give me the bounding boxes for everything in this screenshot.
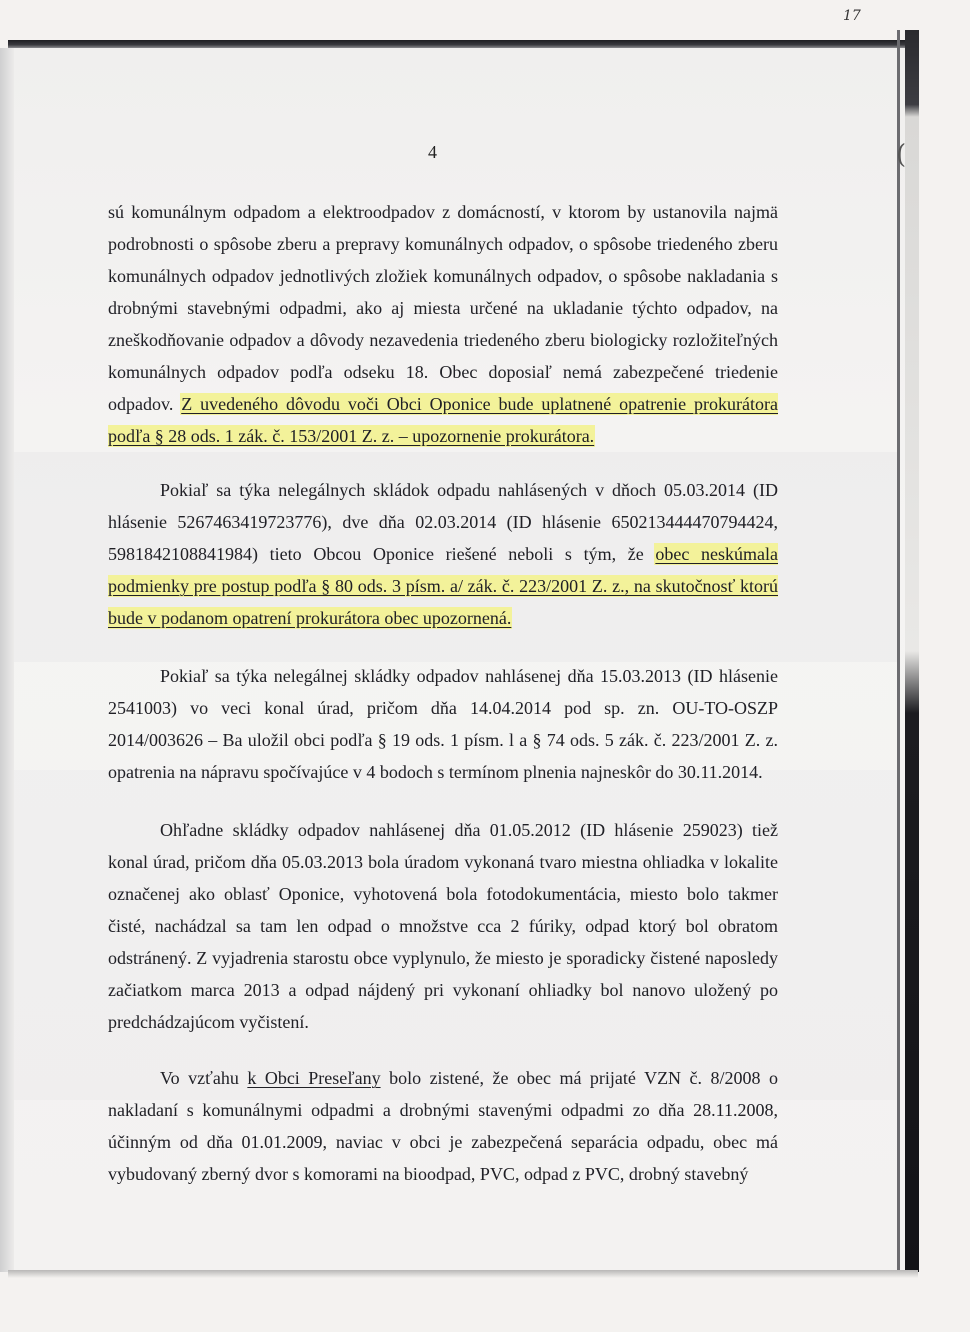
handwritten-page-mark: 17 — [843, 8, 861, 24]
paragraph-text: Vo vzťahu — [160, 1068, 248, 1088]
highlighted-text: Z uvedeného dôvodu voči Obci Oponice bude uplatnené opatrenie prokurátora podľa § 28 ods. 1 zák. č. 153/2001 Z. z. – upozornenie prokurátora. — [108, 394, 778, 446]
page-top-edge — [8, 40, 908, 48]
paragraph — [108, 814, 778, 1038]
paragraph — [108, 196, 778, 452]
page-bottom-edge — [8, 1270, 918, 1278]
paragraph-text: bolo zistené, že obec má prijaté VZN č. 8/2008 o nakladaní s komunálnymi odpadmi a drobnými stavenými odpadmi zo dňa 28.11.2008, účinným od dňa 01.01.2009, naviac v obci je zabezpečená separácia odpadu, obec má vybudovaný zberný dvor s komorami na biood​pad, PVC, odpad z PVC, drobný stavebný — [108, 1068, 779, 1184]
highlighted-text: obec neskúmala podmienky pre postup podľa § 80 ods. 3 písm. a/ zák. č. 223/2001 Z. z., na skutočnosť ktorú bude v podanom opatrení prokurátora obec upozornená. — [108, 544, 778, 628]
paragraph — [108, 474, 778, 634]
underlined-text: k Obci Preseľany — [247, 1068, 381, 1088]
paragraph — [108, 660, 778, 788]
paragraph — [108, 1062, 778, 1190]
paragraph-text: Pokiaľ sa týka nelegálnej skládky odpadov nahlásenej dňa 15.03.2013 (ID hlásenie 2541003) vo veci konal úrad, pričom dňa 14.04.2014 pod sp. zn. OU-TO-OSZP 2014/003626 – Ba uložil obci podľa § 19 ods. 1 písm. l a § 74 ods. 5 zák. č. 223/2001 Z. z. opatrenia na nápravu spočívajúce v 4 bodoch s termínom plnenia najneskôr do 30.11.2014. — [108, 666, 778, 782]
margin-bracket-mark: ( — [896, 140, 907, 170]
page-left-edge — [0, 48, 14, 1272]
page-number: 4 — [428, 142, 437, 162]
paragraph-text: Ohľadne skládky odpadov nahlásenej dňa 01.05.2012 (ID hlásenie 259023) tiež konal úrad, pričom dňa 05.03.2013 bola úradom vykonaná tvaro miestna ohliadka v lokalite označenej ako oblasť Oponice, vyhotovená bola fotodokumentácia, miesto bolo takmer čisté, nachádzal sa tam len odpad o množstve cca 2 fúriky, odpad ktorý bol obratom odstránený. Z vyjadrenia starostu obce vyplynulo, že miesto je sporadicky čistené naposledy začiatkom marca 2013 a odpad nájdený pri vykonaní ohliadky bol nanovo uložený po predchádzajúcom vyčistení. — [108, 820, 778, 1032]
paragraph-text: sú komunálnym odpadom a elektroodpadov z domácností, v ktorom by ustanovila najmä podrobnosti o spôsobe zberu a prepravy komunálnych odpadov, o spôsobe triedeného zberu komunálnych odpadov jednotlivých zložiek komunálnych odpadov, o spôsobe nakladania s drobnými stavebnými odpadmi, ako aj miesta určené na ukladanie týchto odpadov, na zneškodňovanie odpadov a dôvody nezavedenia triedeného zberu biologicky rozložiteľných komunálnych odpadov podľa odseku 18. Obec doposiaľ nemá zabezpečené triedenie odpadov. — [108, 202, 778, 414]
page-right-strip — [905, 30, 919, 1272]
paragraph-text: Pokiaľ sa týka nelegálnych skládok odpadu nahlásených v dňoch 05.03.2014 (ID hlásenie 5267463419723776), dve dňa 02.03.2014 (ID hlásenie 6502134444707944​24, 5981842108841984) tieto Obcou Oponice riešené neboli s tým, že — [108, 480, 778, 564]
page-right-edge — [897, 30, 900, 1272]
